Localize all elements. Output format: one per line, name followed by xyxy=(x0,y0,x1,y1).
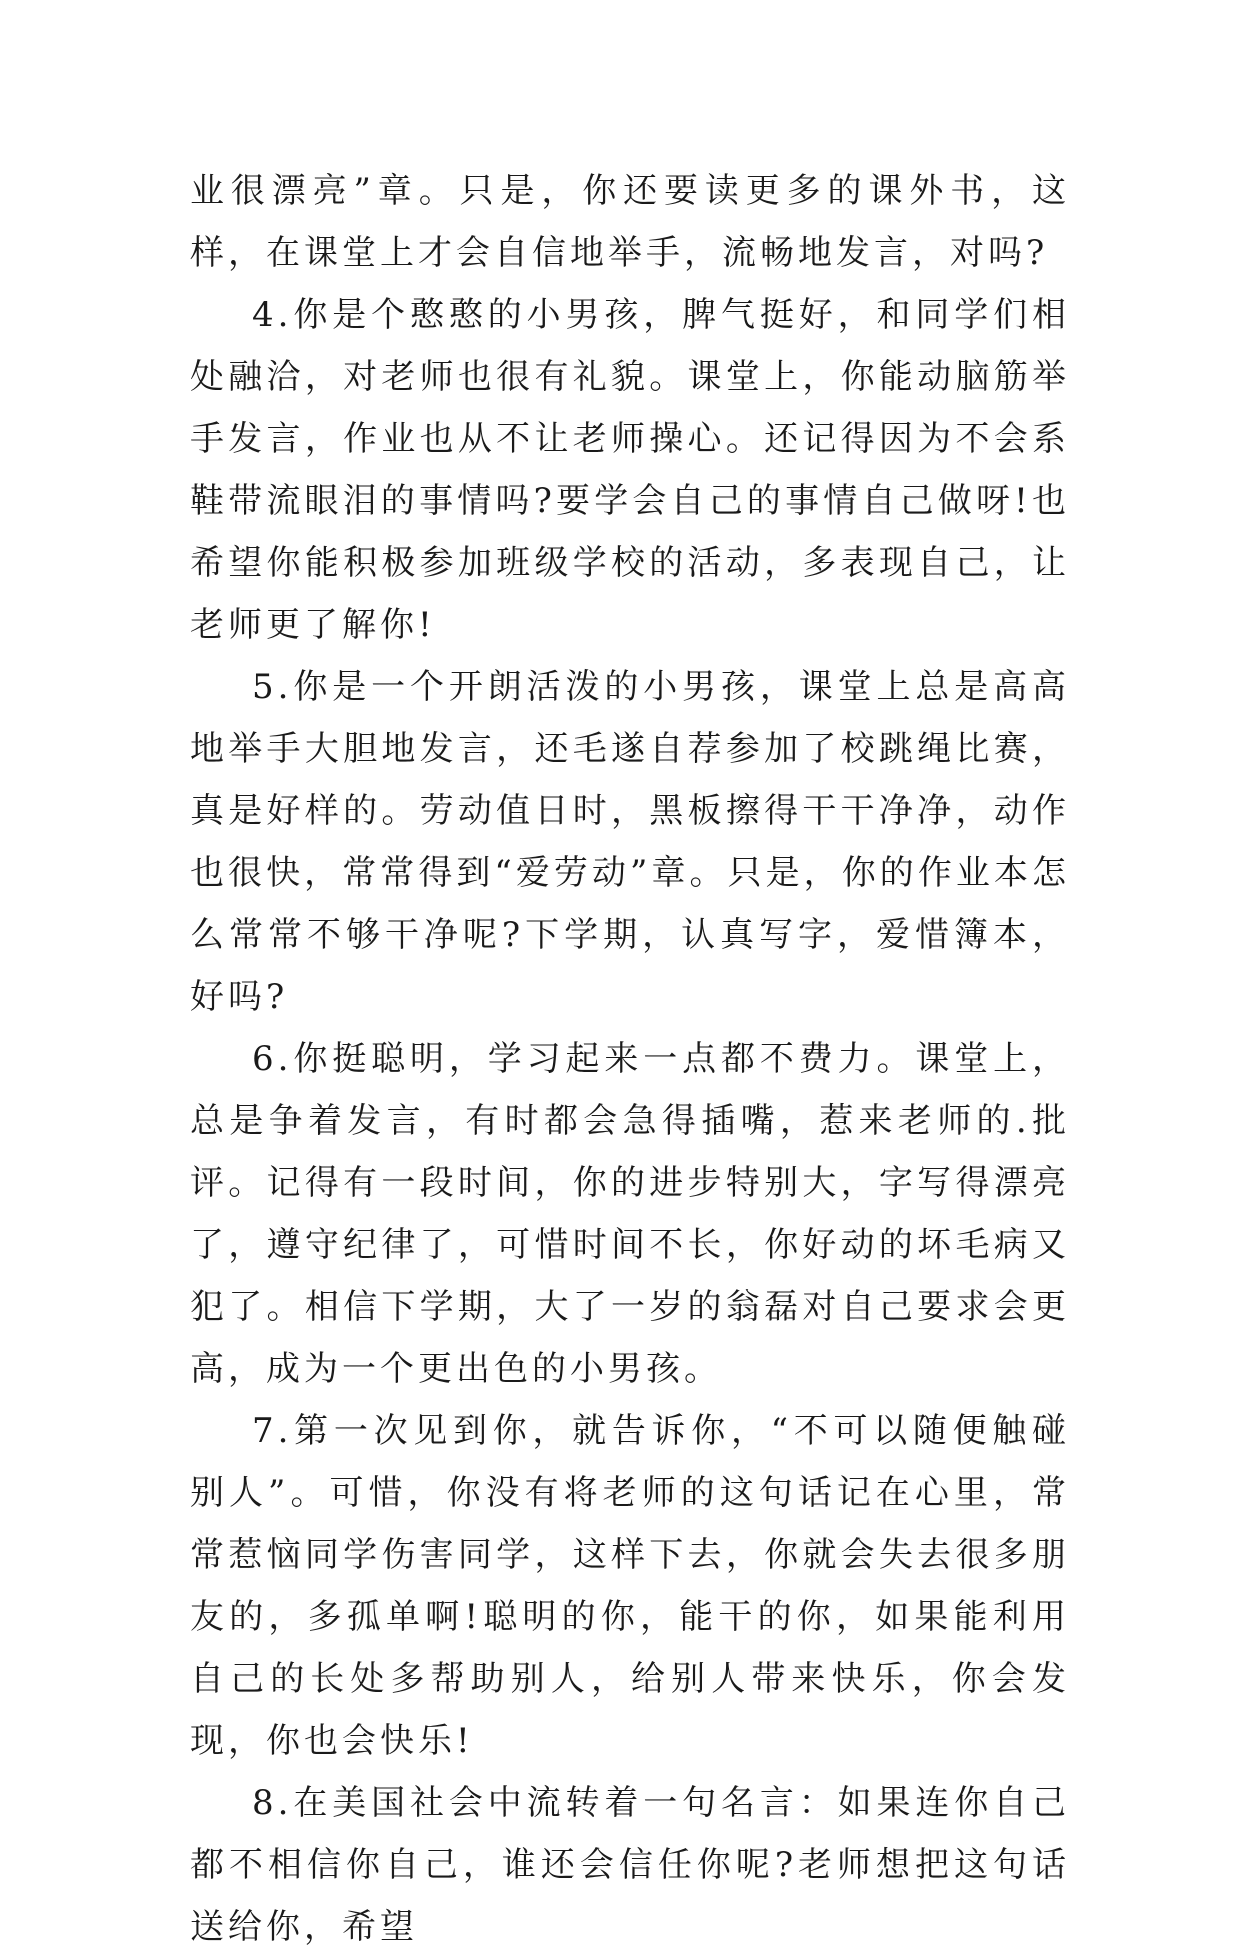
paragraph-comment-7: 7.第一次见到你，就告诉你，“不可以随便触碰别人”。可惜，你没有将老师的这句话记在心里，常常惹恼同学伤害同学，这样下去，你就会失去很多朋友的，多孤单啊!聪明的你，能干的你，如果能利用自己的长处多帮助别人，给别人带来快乐，你会发现，你也会快乐! xyxy=(190,1411,1070,1761)
paragraph-continuation: 业很漂亮”章。只是，你还要读更多的课外书，这样，在课堂上才会自信地举手，流畅地发言，对吗? xyxy=(190,171,1070,273)
paragraph-comment-6: 6.你挺聪明，学习起来一点都不费力。课堂上，总是争着发言，有时都会急得插嘴，惹来老师的.批评。记得有一段时间，你的进步特别大，字写得漂亮了，遵守纪律了，可惜时间不长，你好动的坏毛病又犯了。相信下学期，大了一岁的翁磊对自己要求会更高，成为一个更出色的小男孩。 xyxy=(190,1039,1070,1389)
paragraph-comment-4: 4.你是个憨憨的小男孩，脾气挺好，和同学们相处融洽，对老师也很有礼貌。课堂上，你能动脑筋举手发言，作业也从不让老师操心。还记得因为不会系鞋带流眼泪的事情吗?要学会自己的事情自己做呀!也希望你能积极参加班级学校的活动，多表现自己，让老师更了解你! xyxy=(190,295,1070,645)
paragraph-comment-8: 8.在美国社会中流转着一句名言：如果连你自己都不相信你自己，谁还会信任你呢?老师想把这句话送给你，希望 xyxy=(190,1783,1070,1947)
document-body xyxy=(190,160,1070,1958)
paragraph-comment-5: 5.你是一个开朗活泼的小男孩，课堂上总是高高地举手大胆地发言，还毛遂自荐参加了校跳绳比赛，真是好样的。劳动值日时，黑板擦得干干净净，动作也很快，常常得到“爱劳动”章。只是，你的作业本怎么常常不够干净呢?下学期，认真写字，爱惜簿本，好吗? xyxy=(190,667,1070,1017)
